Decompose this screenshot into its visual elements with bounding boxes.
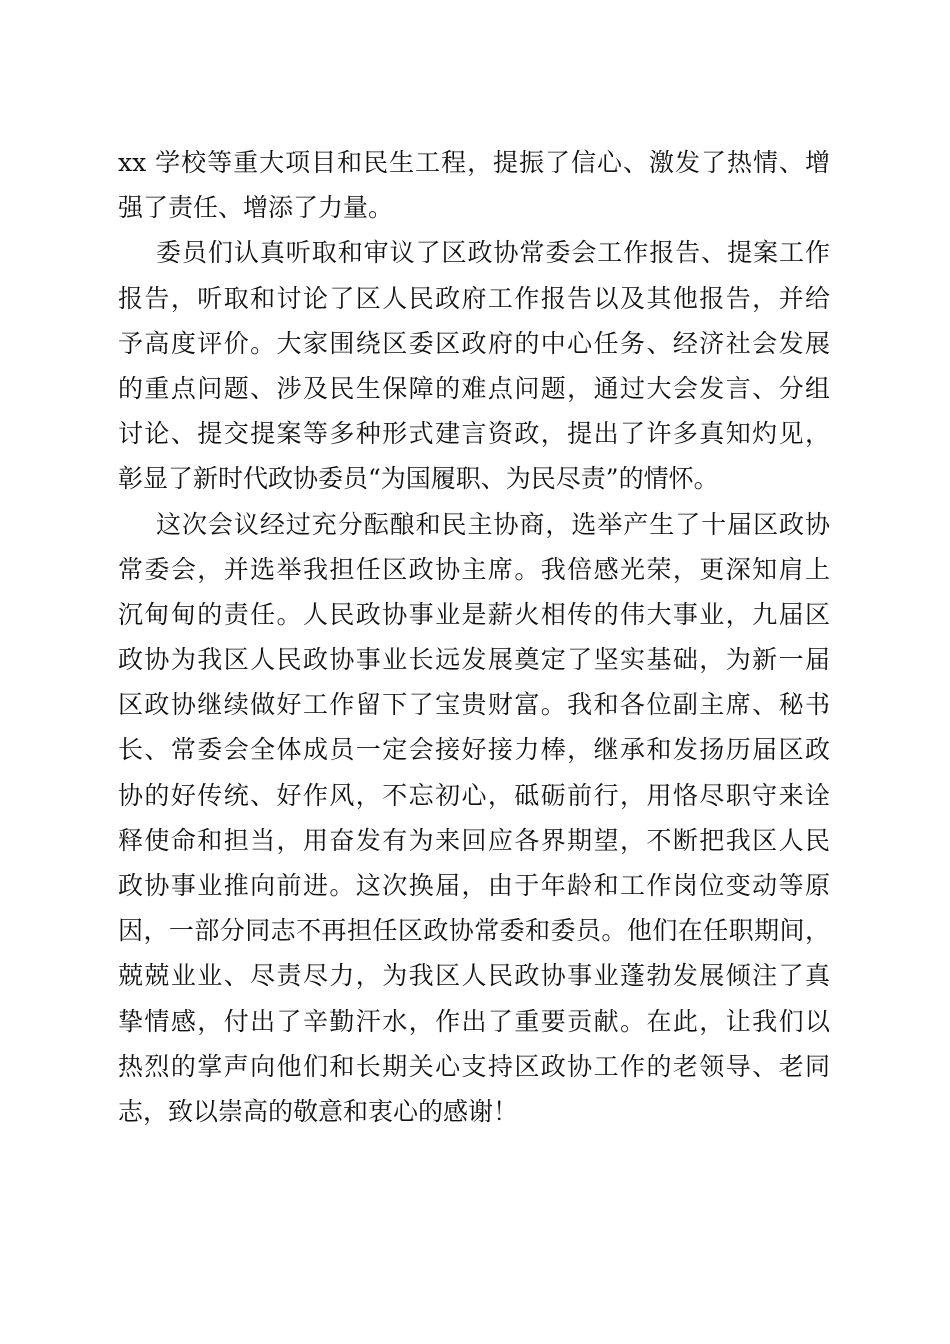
paragraph-line: 委员们认真听取和审议了区政协常委会工作报告、提案工作: [156, 238, 830, 268]
paragraph-line: 因，一部分同志不再担任区政协常委和委员。他们在任职期间，: [118, 916, 830, 946]
paragraph-line: 讨论、提交提案等多种形式建言资政，提出了许多真知灼见，: [118, 419, 830, 449]
paragraph-line: 常委会，并选举我担任区政协主席。我倍感光荣，更深知肩上: [118, 554, 830, 584]
paragraph-line: 释使命和担当，用奋发有为来回应各界期望，不断把我区人民: [118, 825, 830, 855]
paragraph-line: 热烈的掌声向他们和长期关心支持区政协工作的老领导、老同: [118, 1051, 830, 1081]
paragraph-line: 予高度评价。大家围绕区委区政府的中心任务、经济社会发展: [118, 328, 830, 358]
paragraph-line: 沉甸甸的责任。人民政协事业是薪火相传的伟大事业，九届区: [118, 599, 830, 629]
paragraph-line: 彰显了新时代政协委员“为国履职、为民尽责”的情怀。: [118, 464, 719, 494]
paragraph-line: 政协事业推向前进。这次换届，由于年龄和工作岗位变动等原: [118, 871, 830, 900]
paragraph-1: [118, 140, 830, 230]
paragraph-line: 这次会议经过充分酝酿和民主协商，选举产生了十届区政协: [156, 509, 830, 539]
paragraph-line: 政协为我区人民政协事业长远发展奠定了坚实基础，为新一届: [118, 645, 830, 675]
paragraph-line: 的重点问题、涉及民生保障的难点问题，通过大会发言、分组: [118, 373, 830, 403]
paragraph-line: xx 学校等重大项目和民生工程，提振了信心、激发了热情、增: [118, 148, 830, 177]
paragraph-line: 区政协继续做好工作留下了宝贵财富。我和各位副主席、秘书: [118, 690, 830, 720]
paragraph-2: [118, 230, 830, 501]
paragraph-line: 挚情感，付出了辛勤汗水，作出了重要贡献。在此，让我们以: [118, 1006, 830, 1036]
paragraph-line: 强了责任、增添了力量。: [118, 193, 394, 223]
paragraph-line: 志，致以崇高的敬意和衷心的感谢！: [118, 1096, 519, 1126]
paragraph-line: 报告，听取和讨论了区人民政府工作报告以及其他报告，并给: [118, 283, 830, 313]
paragraph-line: 长、常委会全体成员一定会接好接力棒，继承和发扬历届区政: [118, 735, 830, 765]
paragraph-line: 兢兢业业、尽责尽力，为我区人民政协事业蓬勃发展倾注了真: [118, 961, 830, 991]
paragraph-line: 协的好传统、好作风，不忘初心，砥砺前行，用恪尽职守来诠: [118, 780, 830, 810]
paragraph-3: [118, 502, 830, 1135]
document-body: [118, 140, 830, 1134]
